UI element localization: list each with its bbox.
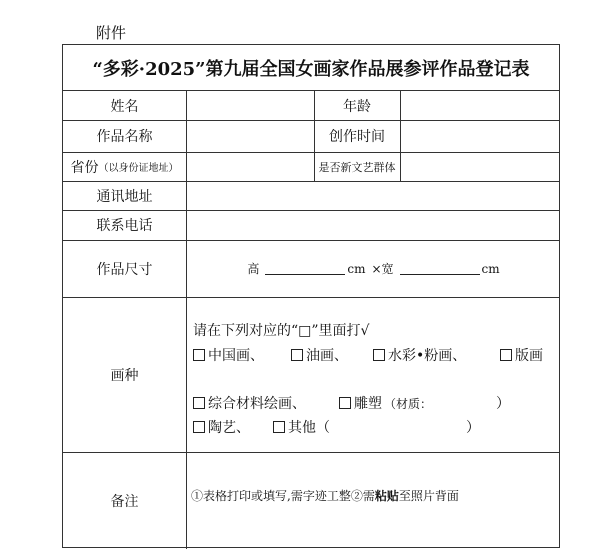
width-unit: cm [481,261,500,276]
height-label: 高 [247,262,260,276]
size-value [186,240,561,297]
name-value[interactable] [186,91,314,120]
age-label: 年龄 [343,98,371,115]
remarks-part1: ①表格打印或填写,需字迹工整②需 [191,488,375,503]
checkbox[interactable] [193,421,205,433]
option-print[interactable] [500,345,543,365]
new-art-group-label: 是否新文艺群体 [318,160,396,174]
new-art-group-value[interactable] [400,152,561,181]
province-text: 省份 [70,159,99,176]
province-label [63,152,186,181]
option-chinese[interactable] [193,345,264,365]
height-blank[interactable] [265,262,345,275]
checkbox[interactable] [291,349,303,361]
option-label: 水彩•粉画、 [388,348,467,364]
remarks-label: 备注 [110,493,139,510]
size-label: 作品尺寸 [96,261,153,278]
province-value[interactable] [186,152,314,181]
height-unit: cm [347,261,366,276]
material-close: ） [496,396,510,412]
remarks-part2: 粘贴 [374,488,399,503]
age-value[interactable] [400,91,561,120]
option-label: 其他（ [288,420,330,436]
remarks-text [191,475,551,515]
form-title: “多彩·2025”第九届全国女画家作品展参评作品登记表 [63,45,559,91]
width-blank[interactable] [400,262,480,275]
option-mixed[interactable] [193,393,306,413]
checkbox[interactable] [193,349,205,361]
option-label: 综合材料绘画、 [208,396,306,412]
option-oil[interactable] [291,345,348,365]
registration-form [62,44,560,548]
work-name-value[interactable] [186,120,314,152]
province-note: （以身份证地址） [98,163,179,174]
creation-time-label: 创作时间 [329,129,385,145]
work-name-label: 作品名称 [96,129,153,145]
option-sculpture[interactable] [339,393,432,413]
checkbox[interactable] [339,397,351,409]
category-label: 画种 [110,367,139,384]
address-label: 通讯地址 [96,188,153,205]
option-label: 中国画、 [208,348,264,364]
checkbox[interactable] [193,397,205,409]
option-label: 陶艺、 [208,420,250,436]
remarks-part3: 至照片背面 [398,488,459,503]
name-label: 姓名 [110,98,139,115]
other-close: ） [466,420,480,436]
creation-time-value[interactable] [400,120,561,152]
checkbox[interactable] [273,421,285,433]
attachment-label: 附件 [96,24,127,42]
option-label: 版画 [515,348,543,364]
category-instruction: 请在下列对应的“□”里面打√ [193,323,370,339]
checkbox[interactable] [373,349,385,361]
option-label: 雕塑 [354,396,382,412]
option-watercolor[interactable] [373,345,466,365]
option-other[interactable] [273,417,330,437]
option-label: 油画、 [306,348,348,364]
option-ceramic[interactable] [193,417,250,437]
address-value[interactable] [186,181,561,210]
material-note: （材质： [384,397,433,411]
width-label: ×宽 [371,262,394,276]
checkbox[interactable] [500,349,512,361]
phone-label: 联系电话 [96,218,153,234]
phone-value[interactable] [186,210,561,240]
